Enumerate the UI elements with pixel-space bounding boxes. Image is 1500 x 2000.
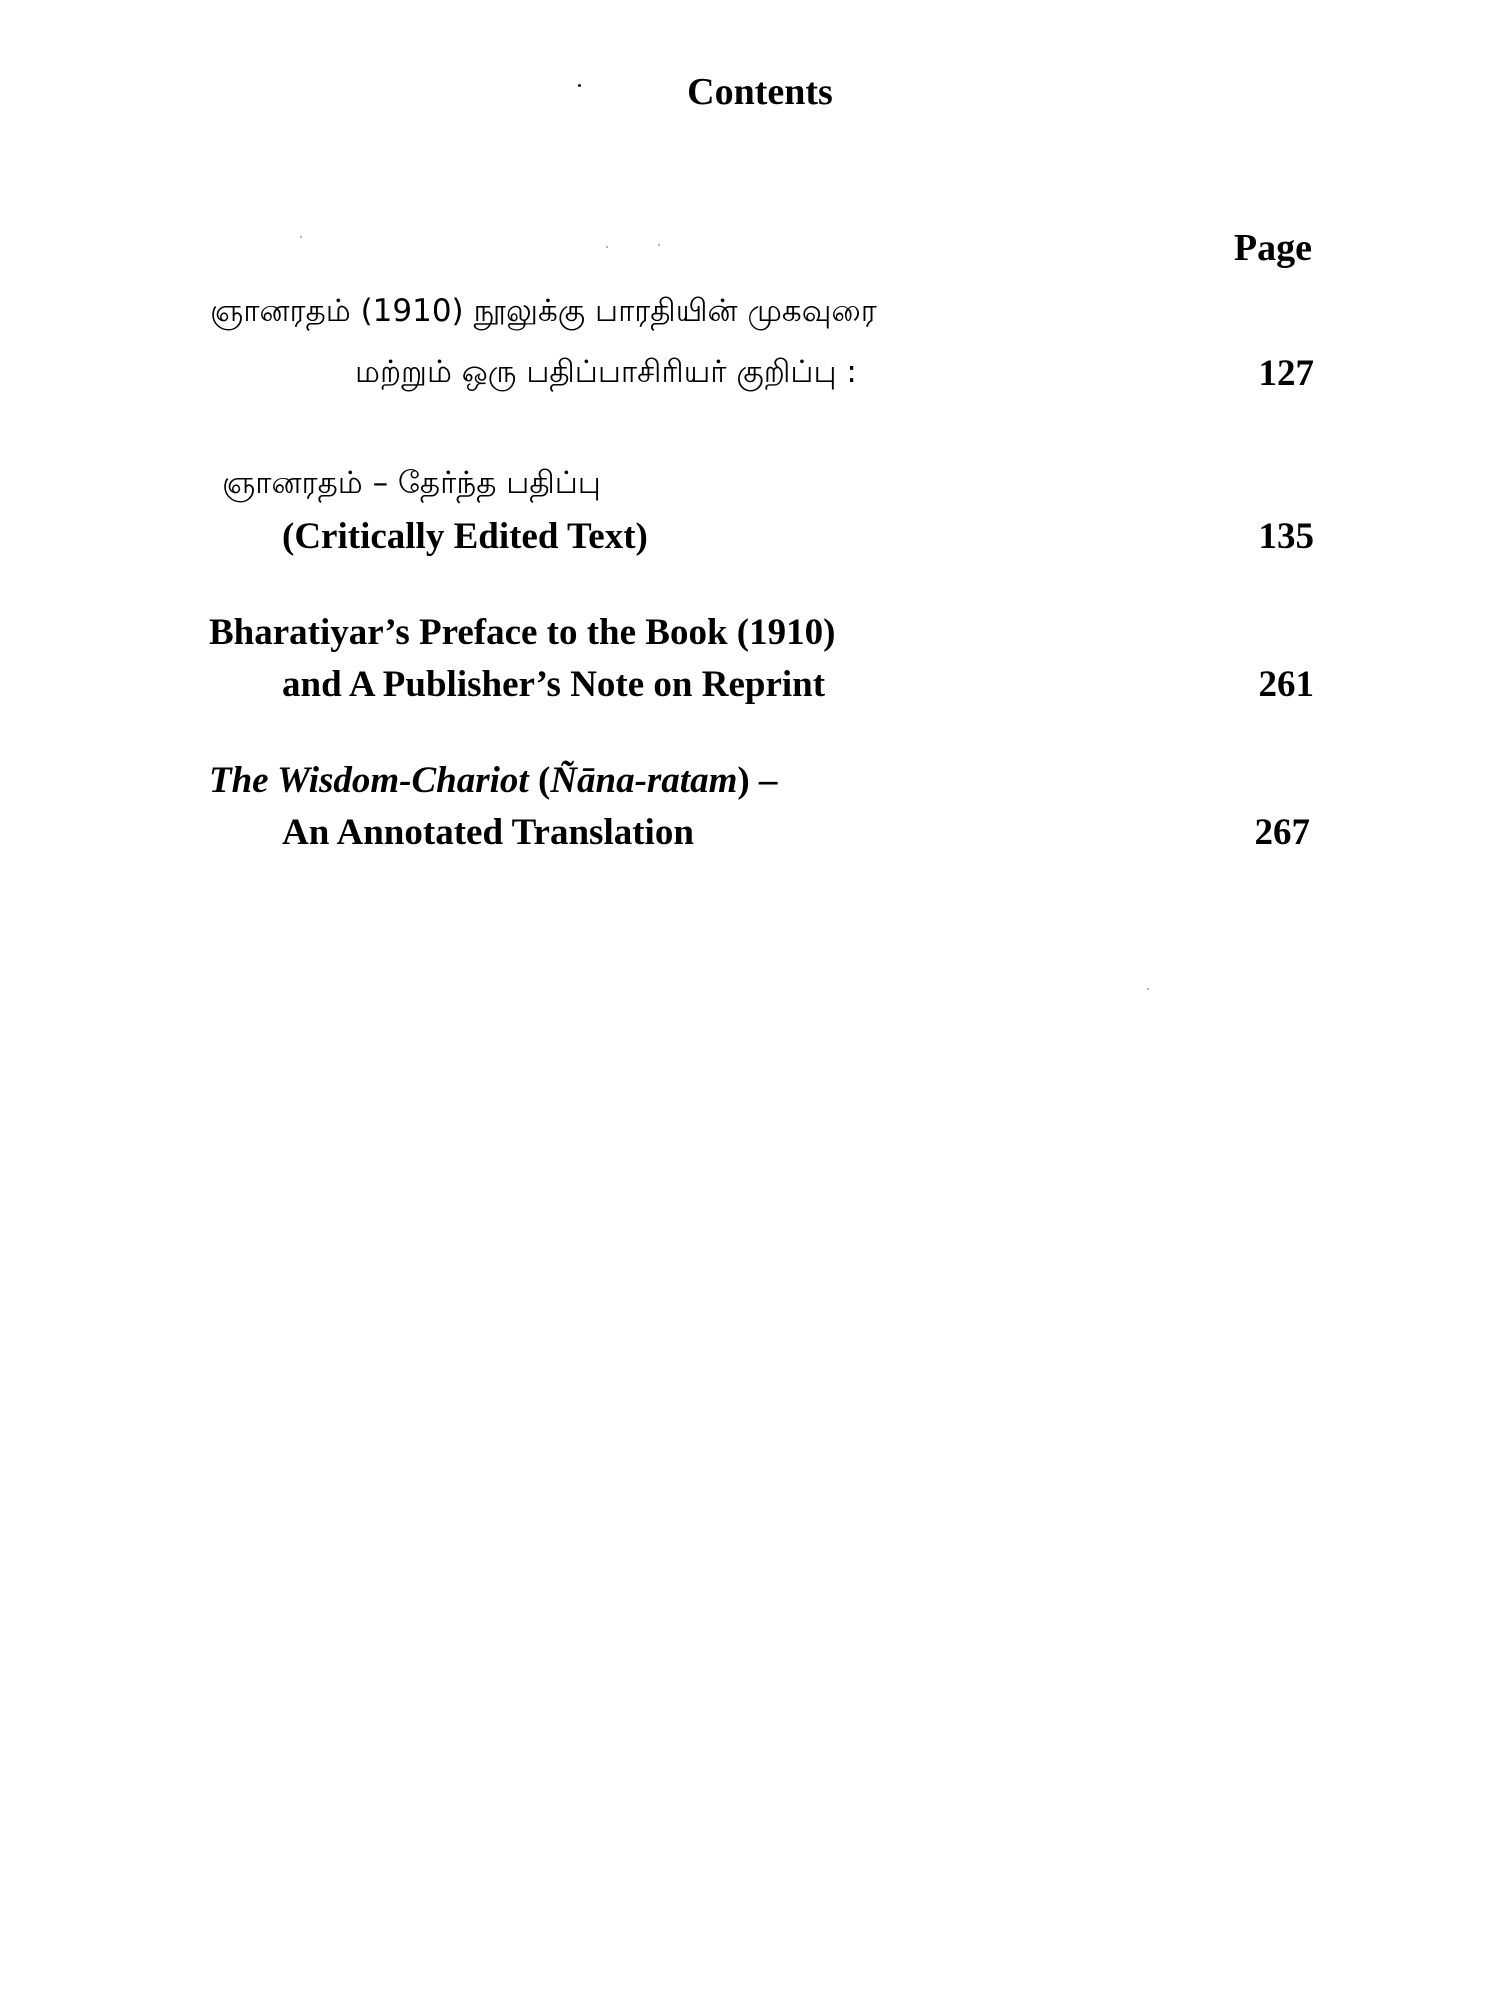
- toc-entry-title-line2: An Annotated Translation: [282, 812, 694, 853]
- page-column-label: Page: [1233, 227, 1312, 269]
- scan-speck: [606, 246, 608, 248]
- toc-entry-page-number: 267: [1254, 812, 1310, 853]
- page-title: Contents: [687, 71, 833, 113]
- toc-entry-title-line1: ஞானரதம் (1910) நூலுக்கு பாரதியின் முகவுரை: [210, 293, 877, 329]
- toc-entry-title-punct: (: [528, 760, 551, 801]
- toc-entry-page-number: 261: [1258, 664, 1314, 705]
- toc-entry-page-number: 127: [1258, 353, 1314, 394]
- toc-entry-title-line1: ஞானரதம் – தேர்ந்த பதிப்பு: [222, 465, 601, 501]
- toc-entry-title-italic: Ñāna-ratam: [550, 760, 738, 801]
- scan-speck: [1147, 988, 1149, 990]
- toc-entry-title-italic: The Wisdom-Chariot: [209, 760, 529, 801]
- scan-speck: [658, 244, 660, 246]
- toc-entry-title-punct: ) –: [737, 760, 778, 801]
- toc-entry-title-line1: [209, 762, 777, 799]
- toc-entry-title-line2: and A Publisher’s Note on Reprint: [282, 664, 826, 705]
- toc-entry-title-line2: (Critically Edited Text): [282, 516, 648, 557]
- toc-entry-title-line1: Bharatiyar’s Preface to the Book (1910): [209, 612, 836, 653]
- toc-entry-page-number: 135: [1258, 516, 1314, 557]
- scan-speck: [300, 236, 302, 238]
- toc-entry-title-line2: மற்றும் ஒரு பதிப்பாசிரியர் குறிப்பு :: [355, 354, 857, 390]
